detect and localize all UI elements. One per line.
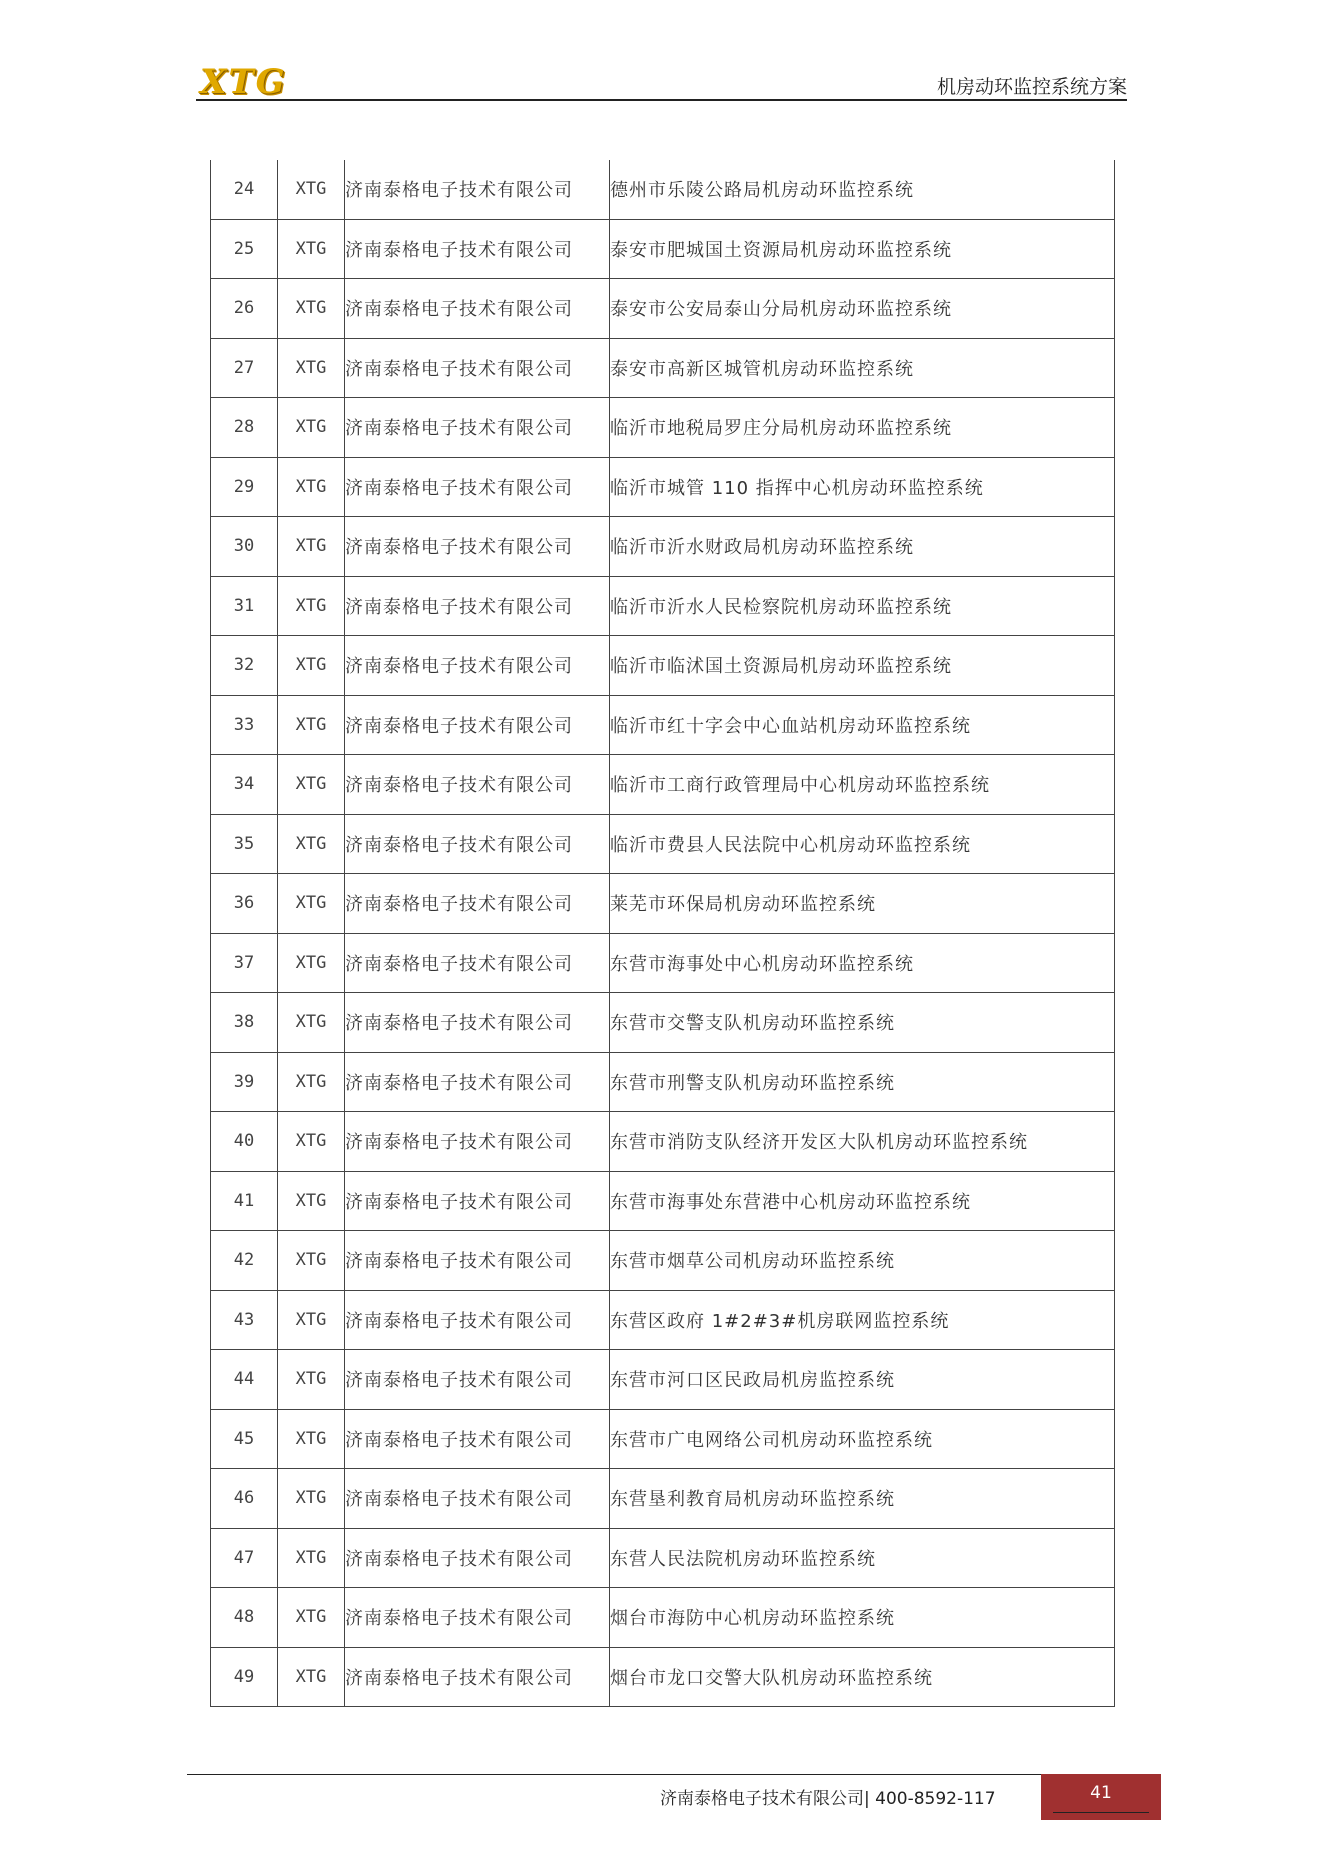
row-number: 34: [211, 755, 278, 815]
row-project: 东营市海事处中心机房动环监控系统: [610, 933, 1115, 993]
row-number: 38: [211, 993, 278, 1053]
row-number: 25: [211, 219, 278, 279]
row-number: 35: [211, 814, 278, 874]
row-brand: XTG: [278, 338, 345, 398]
row-number: 24: [211, 160, 278, 219]
row-number: 36: [211, 874, 278, 934]
project-reference-table: [210, 160, 1115, 1707]
xtg-logo: XTG: [200, 62, 287, 102]
footer-company-phone: 济南泰格电子技术有限公司| 400-8592-117: [660, 1789, 996, 1809]
row-number: 37: [211, 933, 278, 993]
row-company: 济南泰格电子技术有限公司: [345, 695, 610, 755]
row-brand: XTG: [278, 933, 345, 993]
table-row: [211, 279, 1115, 339]
row-project: 东营垦利教育局机房动环监控系统: [610, 1469, 1115, 1529]
row-project: 烟台市龙口交警大队机房动环监控系统: [610, 1647, 1115, 1707]
row-company: 济南泰格电子技术有限公司: [345, 1171, 610, 1231]
row-number: 46: [211, 1469, 278, 1529]
row-company: 济南泰格电子技术有限公司: [345, 517, 610, 577]
row-number: 31: [211, 576, 278, 636]
row-project: 临沂市沂水财政局机房动环监控系统: [610, 517, 1115, 577]
table-row: [211, 695, 1115, 755]
row-brand: XTG: [278, 755, 345, 815]
row-company: 济南泰格电子技术有限公司: [345, 219, 610, 279]
row-project: 临沂市工商行政管理局中心机房动环监控系统: [610, 755, 1115, 815]
row-project: 临沂市地税局罗庄分局机房动环监控系统: [610, 398, 1115, 458]
row-project: 东营市消防支队经济开发区大队机房动环监控系统: [610, 1112, 1115, 1172]
row-brand: XTG: [278, 1290, 345, 1350]
row-company: 济南泰格电子技术有限公司: [345, 814, 610, 874]
table-row: [211, 1528, 1115, 1588]
row-brand: XTG: [278, 1409, 345, 1469]
row-company: 济南泰格电子技术有限公司: [345, 636, 610, 696]
page-number-box: [1041, 1774, 1161, 1820]
row-company: 济南泰格电子技术有限公司: [345, 1350, 610, 1410]
row-number: 43: [211, 1290, 278, 1350]
row-project: 东营市海事处东营港中心机房动环监控系统: [610, 1171, 1115, 1231]
page-number: 41: [1090, 1783, 1112, 1803]
row-project: 临沂市红十字会中心血站机房动环监控系统: [610, 695, 1115, 755]
row-number: 29: [211, 457, 278, 517]
row-number: 26: [211, 279, 278, 339]
row-project: 德州市乐陵公路局机房动环监控系统: [610, 160, 1115, 219]
table-row: [211, 1052, 1115, 1112]
table-row: [211, 1290, 1115, 1350]
table-row: [211, 1350, 1115, 1410]
table-body: [211, 160, 1115, 1707]
row-project: 临沂市城管 110 指挥中心机房动环监控系统: [610, 457, 1115, 517]
row-brand: XTG: [278, 1350, 345, 1410]
row-brand: XTG: [278, 874, 345, 934]
row-brand: XTG: [278, 219, 345, 279]
row-company: 济南泰格电子技术有限公司: [345, 874, 610, 934]
row-number: 28: [211, 398, 278, 458]
table-row: [211, 160, 1115, 219]
row-brand: XTG: [278, 1231, 345, 1291]
row-brand: XTG: [278, 1171, 345, 1231]
row-project: 东营人民法院机房动环监控系统: [610, 1528, 1115, 1588]
row-company: 济南泰格电子技术有限公司: [345, 160, 610, 219]
row-company: 济南泰格电子技术有限公司: [345, 933, 610, 993]
row-number: 40: [211, 1112, 278, 1172]
table-row: [211, 814, 1115, 874]
row-number: 42: [211, 1231, 278, 1291]
row-brand: XTG: [278, 993, 345, 1053]
row-project: 东营市刑警支队机房动环监控系统: [610, 1052, 1115, 1112]
table-row: [211, 338, 1115, 398]
row-company: 济南泰格电子技术有限公司: [345, 338, 610, 398]
row-number: 27: [211, 338, 278, 398]
table-row: [211, 398, 1115, 458]
row-company: 济南泰格电子技术有限公司: [345, 1112, 610, 1172]
row-company: 济南泰格电子技术有限公司: [345, 1469, 610, 1529]
table-row: [211, 1409, 1115, 1469]
table-row: [211, 933, 1115, 993]
row-company: 济南泰格电子技术有限公司: [345, 1052, 610, 1112]
row-company: 济南泰格电子技术有限公司: [345, 279, 610, 339]
header-divider: [196, 99, 1127, 101]
table-row: [211, 1231, 1115, 1291]
table-row: [211, 1469, 1115, 1529]
table-row: [211, 1112, 1115, 1172]
table-row: [211, 636, 1115, 696]
row-project: 东营市交警支队机房动环监控系统: [610, 993, 1115, 1053]
row-brand: XTG: [278, 160, 345, 219]
row-company: 济南泰格电子技术有限公司: [345, 1588, 610, 1648]
row-brand: XTG: [278, 1112, 345, 1172]
row-company: 济南泰格电子技术有限公司: [345, 576, 610, 636]
row-brand: XTG: [278, 576, 345, 636]
row-project: 东营市广电网络公司机房动环监控系统: [610, 1409, 1115, 1469]
row-brand: XTG: [278, 814, 345, 874]
row-number: 32: [211, 636, 278, 696]
row-project: 临沂市临沭国土资源局机房动环监控系统: [610, 636, 1115, 696]
row-company: 济南泰格电子技术有限公司: [345, 1647, 610, 1707]
row-brand: XTG: [278, 1528, 345, 1588]
table-row: [211, 219, 1115, 279]
row-brand: XTG: [278, 457, 345, 517]
row-company: 济南泰格电子技术有限公司: [345, 1409, 610, 1469]
row-brand: XTG: [278, 1052, 345, 1112]
row-project: 泰安市公安局泰山分局机房动环监控系统: [610, 279, 1115, 339]
row-number: 49: [211, 1647, 278, 1707]
table-row: [211, 576, 1115, 636]
row-number: 30: [211, 517, 278, 577]
table-row: [211, 1647, 1115, 1707]
row-number: 48: [211, 1588, 278, 1648]
row-company: 济南泰格电子技术有限公司: [345, 993, 610, 1053]
row-brand: XTG: [278, 1647, 345, 1707]
row-brand: XTG: [278, 279, 345, 339]
footer-divider: [187, 1774, 1041, 1775]
row-company: 济南泰格电子技术有限公司: [345, 1231, 610, 1291]
row-brand: XTG: [278, 1469, 345, 1529]
row-project: 泰安市肥城国土资源局机房动环监控系统: [610, 219, 1115, 279]
row-company: 济南泰格电子技术有限公司: [345, 1528, 610, 1588]
row-number: 45: [211, 1409, 278, 1469]
row-number: 44: [211, 1350, 278, 1410]
row-company: 济南泰格电子技术有限公司: [345, 755, 610, 815]
row-brand: XTG: [278, 695, 345, 755]
row-company: 济南泰格电子技术有限公司: [345, 1290, 610, 1350]
table-row: [211, 755, 1115, 815]
row-project: 临沂市费县人民法院中心机房动环监控系统: [610, 814, 1115, 874]
row-brand: XTG: [278, 1588, 345, 1648]
row-project: 莱芜市环保局机房动环监控系统: [610, 874, 1115, 934]
row-project: 东营市河口区民政局机房监控系统: [610, 1350, 1115, 1410]
row-project: 东营区政府 1#2#3#机房联网监控系统: [610, 1290, 1115, 1350]
header-title: 机房动环监控系统方案: [936, 76, 1127, 98]
row-number: 39: [211, 1052, 278, 1112]
row-brand: XTG: [278, 398, 345, 458]
table-row: [211, 1171, 1115, 1231]
row-company: 济南泰格电子技术有限公司: [345, 457, 610, 517]
row-number: 33: [211, 695, 278, 755]
row-brand: XTG: [278, 517, 345, 577]
row-project: 临沂市沂水人民检察院机房动环监控系统: [610, 576, 1115, 636]
row-project: 东营市烟草公司机房动环监控系统: [610, 1231, 1115, 1291]
row-brand: XTG: [278, 636, 345, 696]
row-company: 济南泰格电子技术有限公司: [345, 398, 610, 458]
table-row: [211, 457, 1115, 517]
row-project: 泰安市高新区城管机房动环监控系统: [610, 338, 1115, 398]
row-number: 47: [211, 1528, 278, 1588]
table-row: [211, 993, 1115, 1053]
table-row: [211, 1588, 1115, 1648]
page-number-underline: [1053, 1812, 1149, 1813]
table-row: [211, 874, 1115, 934]
row-project: 烟台市海防中心机房动环监控系统: [610, 1588, 1115, 1648]
table-row: [211, 517, 1115, 577]
row-number: 41: [211, 1171, 278, 1231]
